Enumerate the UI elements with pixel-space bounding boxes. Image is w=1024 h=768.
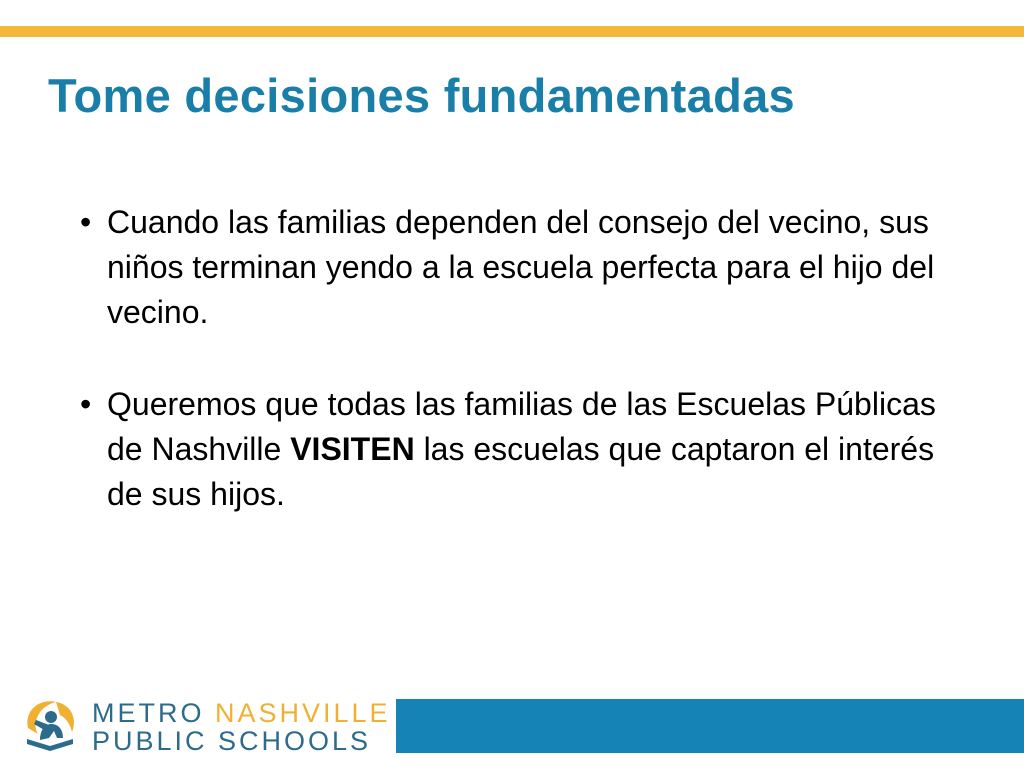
bullet-list (80, 200, 960, 517)
logo-wordmark-line2 (92, 726, 371, 756)
footer-accent-bar (396, 699, 1024, 753)
slide-title: Tome decisiones fundamentadas (48, 69, 795, 122)
bullet-text: Cuando las familias dependen del consejo del vecino, sus niños terminan yendo a la escuela perfecta para el hijo del vecino. (107, 204, 935, 330)
bullet-emphasis: VISITEN (290, 431, 415, 467)
bullet-dot: • (80, 204, 92, 240)
logo-wordmark-line1 (92, 698, 391, 728)
top-accent-stripe (0, 26, 1024, 37)
bullet-text (107, 386, 936, 512)
logo-word-public-schools: PUBLIC SCHOOLS (92, 726, 372, 756)
logo-word-nashville: NASHVILLE (215, 698, 391, 728)
logo-word-metro: METRO (92, 698, 215, 728)
bullet-text-tail: las escuelas que captaron el interés de sus hijos. (107, 431, 935, 512)
bullet-item (80, 200, 960, 335)
bullet-dot: • (80, 386, 92, 422)
bullet-item (80, 382, 960, 517)
district-logo (20, 696, 391, 756)
reader-with-book-icon (20, 696, 80, 756)
bullet-text-lead: Queremos que todas las familias de las Escuelas Públicas de Nashville (107, 386, 936, 467)
